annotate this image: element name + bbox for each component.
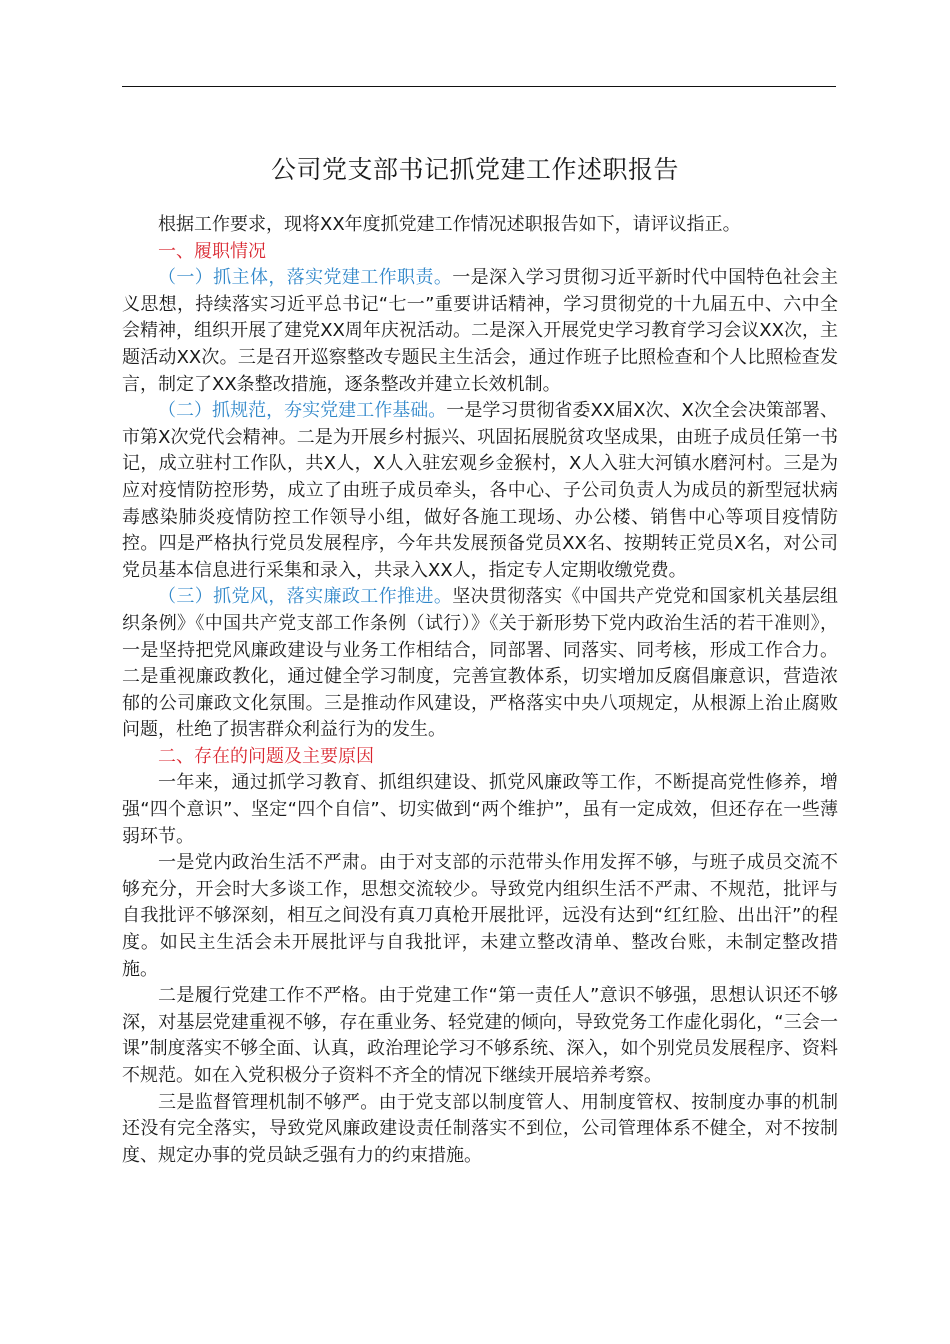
- paragraph-text: 坚决贯彻落实《中国共产党党和国家机关基层组织条例》《中国共产党支部工作条例（试行）》《关于新形势下党内政治生活的若干准则》，一是坚持把党风廉政建设与业务工作相结合，同部署、同落实、同考核，形成工作合力。二是重视廉政教化，通过健全学习制度，完善宣教体系，切实增加反腐倡廉意识，营造浓郁的公司廉政文化氛围。三是推动作风建设，严格落实中央八项规定，从根源上治止腐败问题，杜绝了损害群众利益行为的发生。: [122, 586, 839, 741]
- paragraph-1-1: [122, 265, 838, 398]
- header-rule: [122, 86, 836, 87]
- paragraph-2-1: 一年来，通过抓学习教育、抓组织建设、抓党风廉政等工作，不断提高党性修养，增强“四个意识”、坚定“四个自信”、切实做到“两个维护”，虽有一定成效，但还存在一些薄弱环节。: [122, 772, 838, 847]
- paragraph-text: 一是深入学习贯彻习近平新时代中国特色社会主义思想，持续落实习近平总书记“七一”重要讲话精神，学习贯彻党的十九届五中、六中全会精神，组织开展了建党XX周年庆祝活动。二是深入开展党史学习教育学习会议XX次，主题活动XX次。三是召开巡察整改专题民主生活会，通过作班子比照检查和个人比照检查发言，制定了XX条整改措施，逐条整改并建立长效机制。: [122, 267, 839, 395]
- document-body: [122, 212, 838, 1169]
- subsection-heading: （一）抓主体，落实党建工作职责。: [158, 267, 453, 289]
- section-heading-2: 二、存在的问题及主要原因: [158, 745, 374, 767]
- subsection-heading: （二）抓规范，夯实党建工作基础。: [158, 400, 447, 422]
- document-title: 公司党支部书记抓党建工作述职报告: [270, 155, 679, 184]
- section-heading-1: 一、履职情况: [158, 240, 266, 262]
- subsection-heading: （三）抓党风，落实廉政工作推进。: [158, 586, 453, 608]
- intro-paragraph: 根据工作要求，现将XX年度抓党建工作情况述职报告如下，请评议指正。: [158, 214, 741, 235]
- paragraph-1-2: [122, 398, 838, 584]
- paragraph-2-4: 三是监督管理机制不够严。由于党支部以制度管人、用制度管权、按制度办事的机制还没有完全落实，导致党风廉政建设责任制落实不到位，公司管理体系不健全，对不按制度、规定办事的党员缺乏强有力的约束措施。: [122, 1091, 838, 1166]
- paragraph-2-3: 二是履行党建工作不严格。由于党建工作“第一责任人”意识不够强，思想认识还不够深，对基层党建重视不够，存在重业务、轻党建的倾向，导致党务工作虚化弱化，“三会一课”制度落实不够全面、认真，政治理论学习不够系统、深入，如个别党员发展程序、资料不规范。如在入党积极分子资料不齐全的情况下继续开展培养考察。: [122, 985, 838, 1086]
- paragraph-text: 一是学习贯彻省委XX届X次、X次全会决策部署、市第X次党代会精神。二是为开展乡村振兴、巩固拓展脱贫攻坚成果，由班子成员任第一书记，成立驻村工作队，共X人，X人入驻宏观乡金猴村，X人入驻大河镇水磨河村。三是为应对疫情防控形势，成立了由班子成员牵头，各中心、子公司负责人为成员的新型冠状病毒感染肺炎疫情防控工作领导小组，做好各施工现场、办公楼、销售中心等项目疫情防控。四是严格执行党员发展程序，今年共发展预备党员XX名、按期转正党员X名，对公司党员基本信息进行采集和录入，共录入XX人，指定专人定期收缴党费。: [122, 400, 839, 581]
- paragraph-1-3: [122, 584, 838, 744]
- paragraph-2-2: 一是党内政治生活不严肃。由于对支部的示范带头作用发挥不够，与班子成员交流不够充分，开会时大多谈工作，思想交流较少。导致党内组织生活不严肃、不规范，批评与自我批评不够深刻，相互之间没有真刀真枪开展批评，远没有达到“红红脸、出出汗”的程度。如民主生活会未开展批评与自我批评，未建立整改清单、整改台账，未制定整改措施。: [122, 852, 838, 980]
